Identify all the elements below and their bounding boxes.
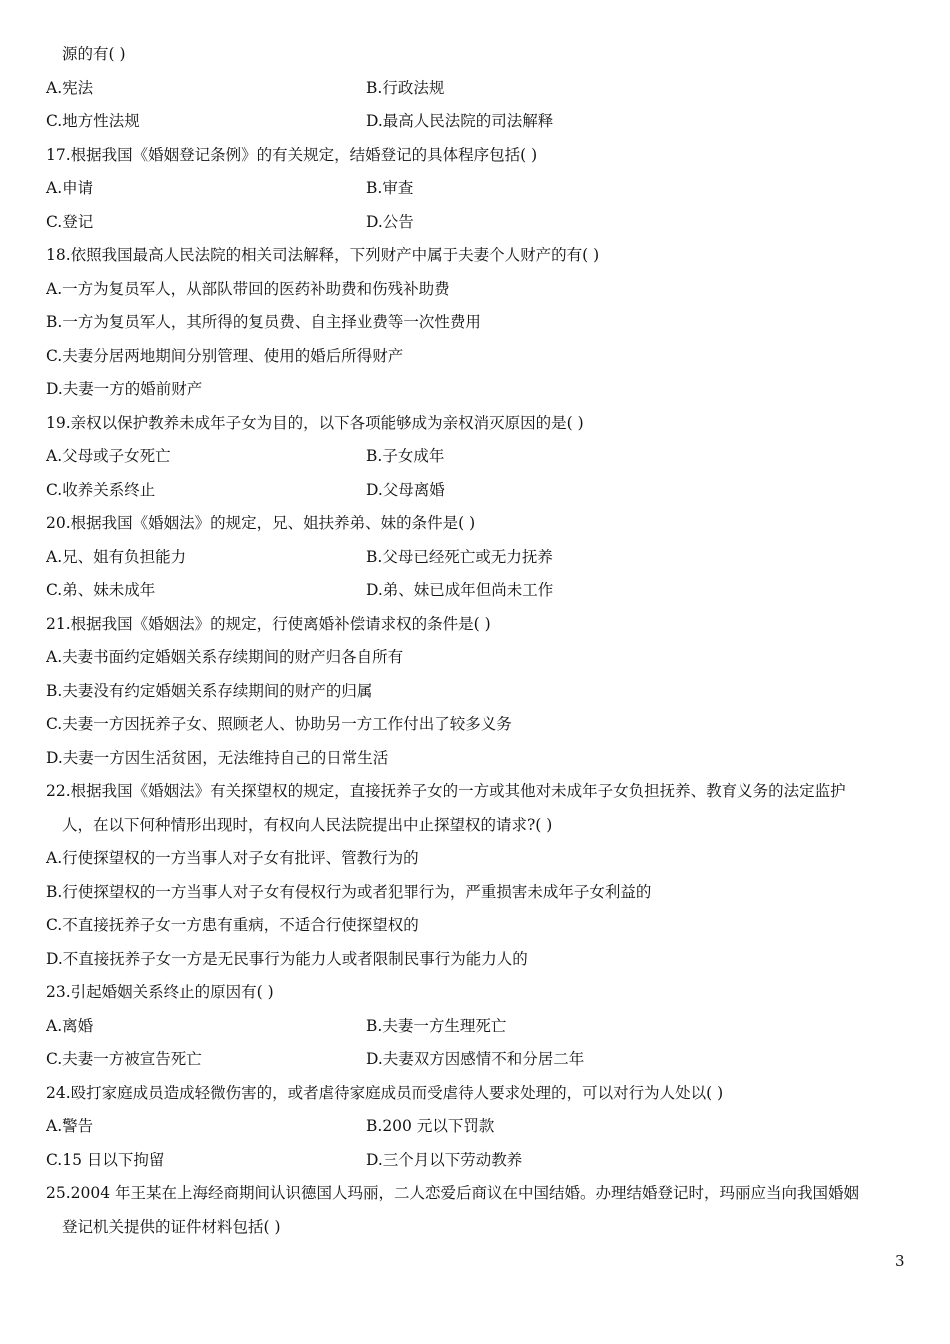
question-17: [46, 144, 920, 166]
option-b: B.夫妻一方生理死亡: [366, 1017, 507, 1035]
option-text: A.夫妻书面约定婚姻关系存续期间的财产归各自所有: [46, 648, 404, 666]
option-c: C.弟、妹未成年: [46, 581, 156, 599]
option-text: B.行使探望权的一方当事人对子女有侵权行为或者犯罪行为，严重损害未成年子女利益的: [46, 883, 652, 901]
option-c: C.登记: [46, 213, 94, 231]
question-text: 23.引起婚姻关系终止的原因有( ): [46, 983, 274, 1001]
option-c: C.地方性法规: [46, 112, 140, 130]
question-22-continuation: [62, 814, 920, 836]
option-c: C.15 日以下拘留: [46, 1151, 165, 1169]
option-d: D.公告: [366, 213, 414, 231]
option-c: C.收养关系终止: [46, 481, 156, 499]
option-text: B.一方为复员军人，其所得的复员费、自主择业费等一次性费用: [46, 313, 481, 331]
option-b: [46, 881, 920, 903]
question-25: [46, 1182, 920, 1204]
option-row: [46, 1115, 920, 1137]
question-text: 22.根据我国《婚姻法》有关探望权的规定，直接抚养子女的一方或其他对未成年子女负担抚养、教育义务的法定监护: [46, 782, 846, 800]
option-c: [46, 345, 920, 367]
question-22: [46, 780, 920, 802]
option-d: D.弟、妹已成年但尚未工作: [366, 581, 554, 599]
option-a: [46, 278, 920, 300]
page-number: 3: [895, 1252, 905, 1270]
option-a: A.申请: [46, 179, 94, 197]
question-text: 17.根据我国《婚姻登记条例》的有关规定，结婚登记的具体程序包括( ): [46, 146, 538, 164]
option-c: C.夫妻一方被宣告死亡: [46, 1050, 202, 1068]
option-c: [46, 914, 920, 936]
option-row: [46, 546, 920, 568]
option-text: D.不直接抚养子女一方是无民事行为能力人或者限制民事行为能力人的: [46, 950, 528, 968]
option-text: D.夫妻一方因生活贫困，无法维持自己的日常生活: [46, 749, 389, 767]
option-row: [46, 177, 920, 199]
option-a: [46, 646, 920, 668]
option-text: C.不直接抚养子女一方患有重病，不适合行使探望权的: [46, 916, 419, 934]
option-text: C.夫妻一方因抚养子女、照顾老人、协助另一方工作付出了较多义务: [46, 715, 512, 733]
option-d: D.父母离婚: [366, 481, 445, 499]
question-18: [46, 244, 920, 266]
option-a: A.父母或子女死亡: [46, 447, 171, 465]
option-row: [46, 479, 920, 501]
option-d: [46, 378, 920, 400]
option-d: D.最高人民法院的司法解释: [366, 112, 554, 130]
option-c: [46, 713, 920, 735]
question-16-continuation: [62, 43, 920, 65]
option-b: [46, 680, 920, 702]
option-a: [46, 847, 920, 869]
option-a: A.宪法: [46, 79, 94, 97]
question-24: [46, 1082, 920, 1104]
option-row: [46, 1048, 920, 1070]
question-text: 21.根据我国《婚姻法》的规定，行使离婚补偿请求权的条件是( ): [46, 615, 491, 633]
option-text: A.行使探望权的一方当事人对子女有批评、管教行为的: [46, 849, 419, 867]
question-20: [46, 512, 920, 534]
option-text: D.夫妻一方的婚前财产: [46, 380, 203, 398]
option-d: [46, 747, 920, 769]
option-d: D.夫妻双方因感情不和分居二年: [366, 1050, 585, 1068]
option-row: [46, 211, 920, 233]
question-text: 19.亲权以保护教养未成年子女为目的，以下各项能够成为亲权消灭原因的是( ): [46, 414, 584, 432]
option-d: [46, 948, 920, 970]
option-b: B.子女成年: [366, 447, 445, 465]
option-text: C.夫妻分居两地期间分别管理、使用的婚后所得财产: [46, 347, 404, 365]
option-row: [46, 1149, 920, 1171]
line-text: 源的有( ): [62, 45, 126, 63]
option-a: A.兄、姐有负担能力: [46, 548, 187, 566]
question-25-continuation: [62, 1216, 920, 1238]
option-d: D.三个月以下劳动教养: [366, 1151, 523, 1169]
option-b: [46, 311, 920, 333]
option-a: A.离婚: [46, 1017, 94, 1035]
option-row: [46, 579, 920, 601]
question-text: 24.殴打家庭成员造成轻微伤害的，或者虐待家庭成员而受虐待人要求处理的，可以对行为人处以( ): [46, 1084, 724, 1102]
option-b: B.行政法规: [366, 79, 445, 97]
question-21: [46, 613, 920, 635]
question-text: 人，在以下何种情形出现时，有权向人民法院提出中止探望权的请求?( ): [62, 816, 553, 834]
option-b: B.父母已经死亡或无力抚养: [366, 548, 553, 566]
option-text: A.一方为复员军人，从部队带回的医药补助费和伤残补助费: [46, 280, 450, 298]
option-row: [46, 77, 920, 99]
question-text: 25.2004 年王某在上海经商期间认识德国人玛丽，二人恋爱后商议在中国结婚。办理结婚登记时，玛丽应当向我国婚姻: [46, 1184, 860, 1202]
question-23: [46, 981, 920, 1003]
question-text: 20.根据我国《婚姻法》的规定，兄、姐扶养弟、妹的条件是( ): [46, 514, 476, 532]
option-a: A.警告: [46, 1117, 94, 1135]
option-row: [46, 110, 920, 132]
question-text: 18.依照我国最高人民法院的相关司法解释，下列财产中属于夫妻个人财产的有( ): [46, 246, 600, 264]
option-b: B.审查: [366, 179, 414, 197]
option-b: B.200 元以下罚款: [366, 1117, 495, 1135]
option-text: B.夫妻没有约定婚姻关系存续期间的财产的归属: [46, 682, 373, 700]
question-19: [46, 412, 920, 434]
question-text: 登记机关提供的证件材料包括( ): [62, 1218, 281, 1236]
option-row: [46, 1015, 920, 1037]
option-row: [46, 445, 920, 467]
